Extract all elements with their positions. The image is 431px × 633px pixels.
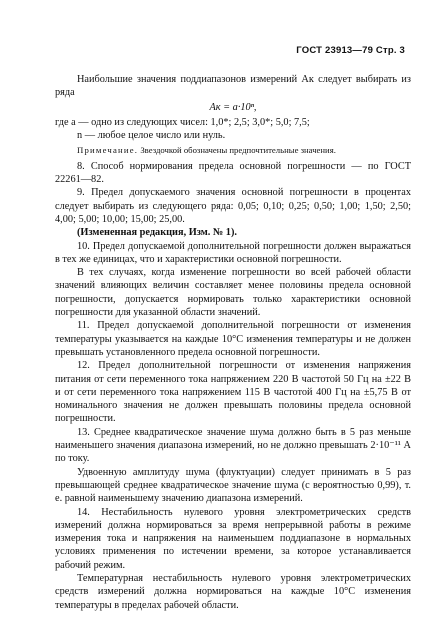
document-body [55,73,411,612]
paragraph: 12. Предел дополнительной погрешности от изменения напряжения питания от сети переменного тока напряжением 220 В частотой 50 Гц на ±22 В и от сети переменного тока напряжением 115 В частотой 400 Гц на ±5,75 В от номинального значения не должен превышать половины предела основной погрешности. [55,360,411,425]
paragraph: 10. Предел допускаемой дополнительной погрешности должен выражаться в тех же единицах, что и характеристики основной погрешности. [55,240,411,265]
amendment-note: (Измененная редакция, Изм. № 1). [77,227,237,239]
paragraph: 9. Предел допускаемого значения основной погрешности в процентах следует выбирать из следующего ряда: 0,05; 0,10; 0,25; 0,50; 1,00; 1,50; 2,50; 4,00; 5,00; 10,00; 15,00; 25,00. [55,187,411,225]
note-text: Звездочкой обозначены предпочтительные значения. [140,145,336,156]
paragraph: Температурная нестабильность нулевого уровня электрометрических средств измерений должна нормироваться на каждые 10°C изменения температуры в пределах рабочей области. [55,572,411,611]
paragraph: где a — одно из следующих чисел: 1,0*; 2,5; 3,0*; 5,0; 7,5; [55,116,310,128]
formula: Aк = a·10ⁿ, [209,101,257,113]
paragraph: n — любое целое число или нуль. [77,130,226,142]
paragraph: 13. Среднее квадратическое значение шума должно быть в 5 раз меньше наименьшего значения диапазона измерений, но не должно превышать 2·10⁻¹¹ А по току. [55,426,411,465]
paragraph: В тех случаях, когда изменение погрешности во всей рабочей области значений влияющих величин составляет менее половины предела основной погрешности, допускается нормировать только характеристики основной погрешности для указанной области значений. [55,267,411,319]
paragraph: Удвоенную амплитуду шума (флуктуации) следует принимать в 5 раз превышающей среднее квадратическое значение шума (с вероятностью 0,99), т. е. равной наименьшему значению диапазона измерений. [55,466,411,505]
paragraph: 11. Предел допускаемой дополнительной погрешности от изменения температуры указывается на каждые 10°C изменения температуры и не должен превышать установленного предела основной погрешности. [55,320,411,358]
note-label: Примечание. [77,145,139,156]
note [55,144,411,157]
paragraph: 14. Нестабильность нулевого уровня электрометрических средств измерений должна нормироваться за время непрерывной работы в режиме измерения тока и напряжения на наименьшем поддиапазоне в нормальных условиях применения по истечении времени, за которое устанавливается рабочий режим. [55,506,411,571]
page-header: ГОСТ 23913—79 Стр. 3 [296,45,405,56]
paragraph: Наибольшие значения поддиапазонов измерений Aк следует выбирать из ряда [55,74,411,99]
paragraph: 8. Способ нормирования предела основной погрешности — по ГОСТ 22261—82. [55,160,411,186]
